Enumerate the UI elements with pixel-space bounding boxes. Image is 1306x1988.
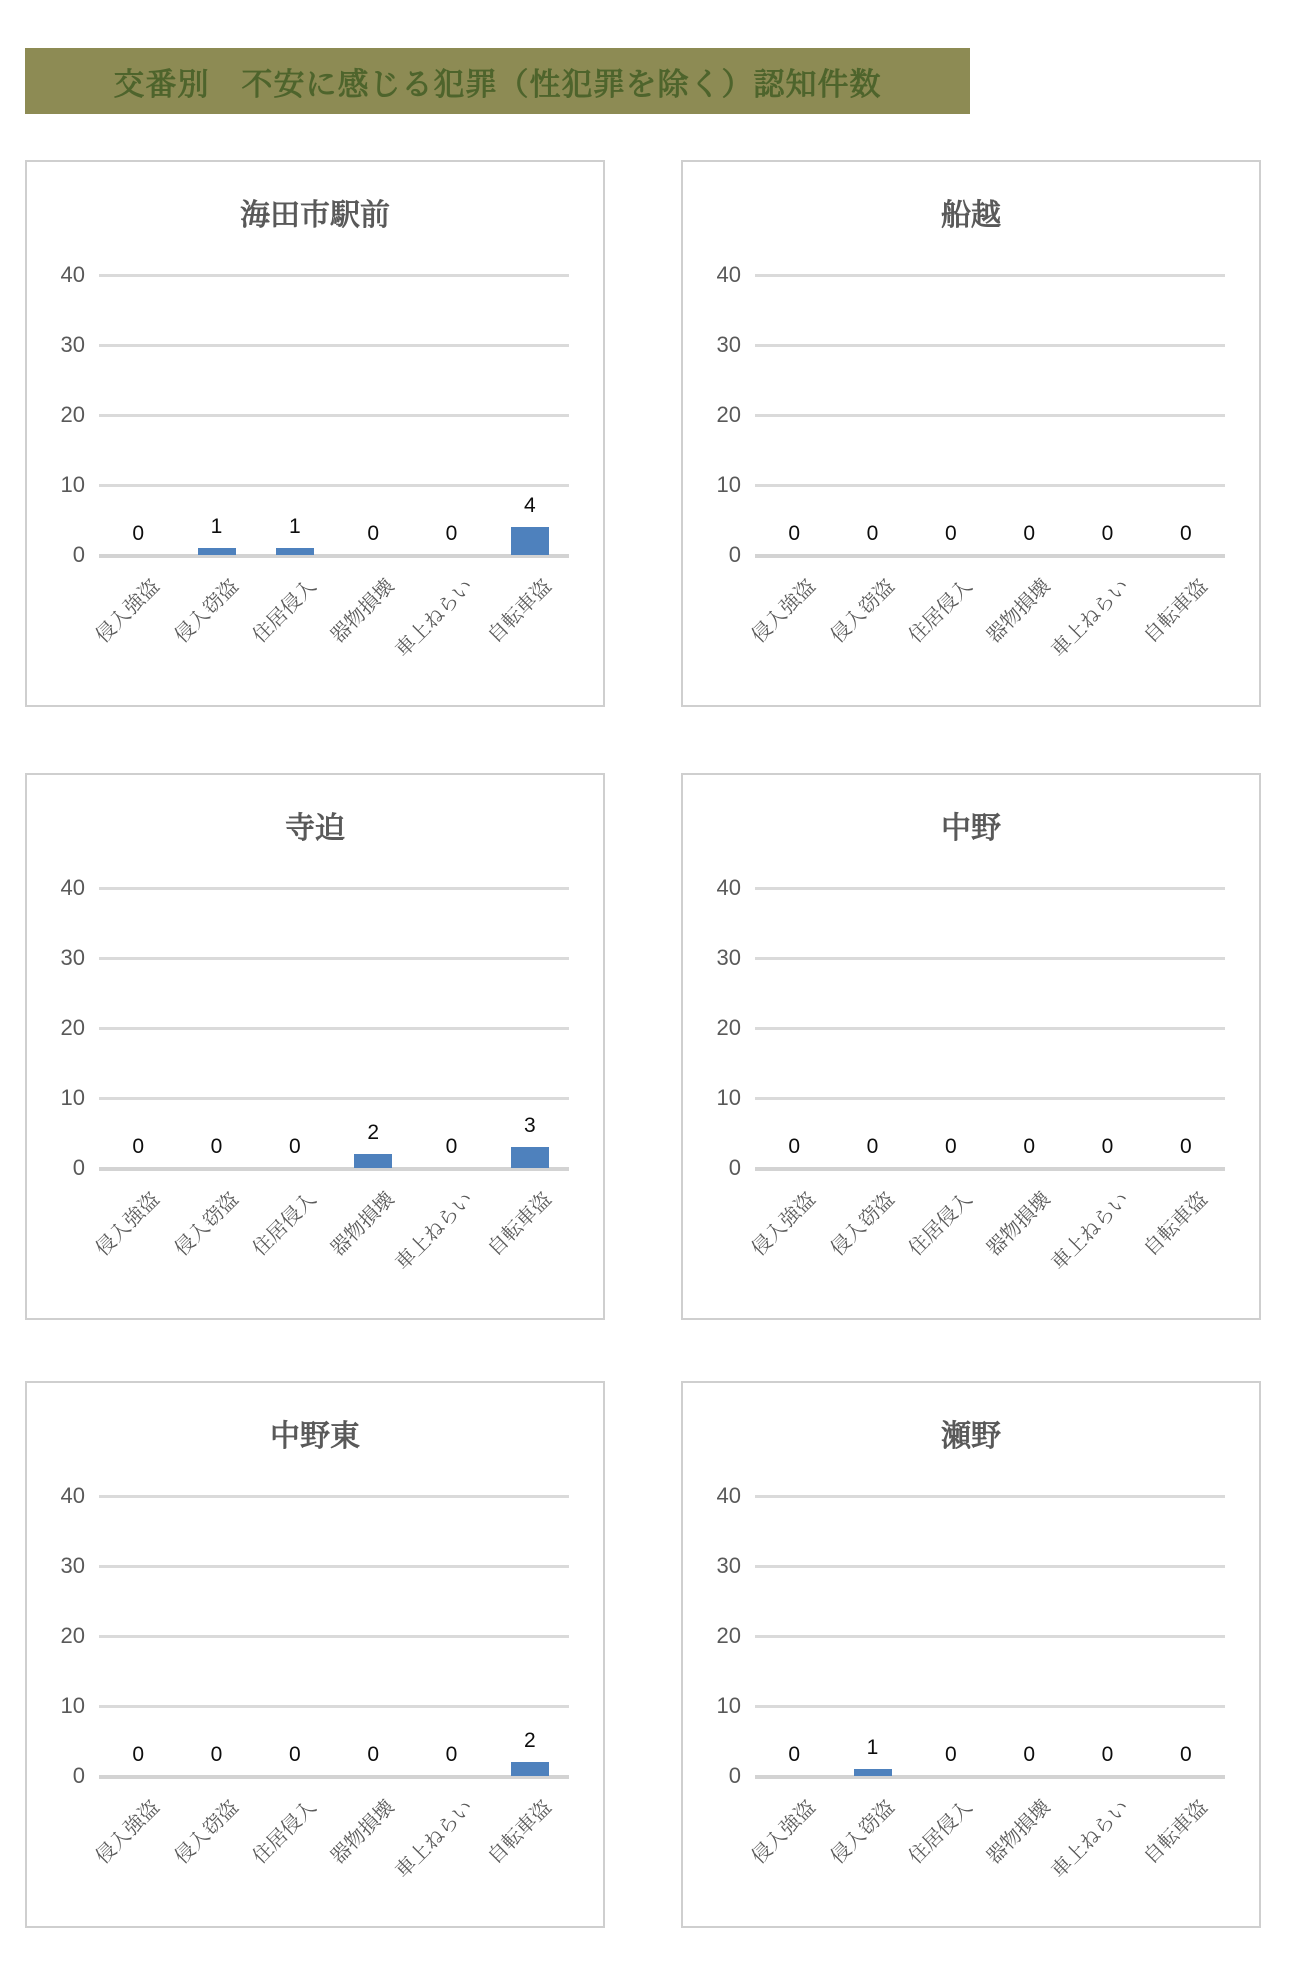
x-axis-category-label: 自転車盗 [483,1188,556,1261]
y-axis-tick-label: 20 [60,402,85,427]
x-axis-category-label: 車上ねらい [1047,1188,1134,1275]
y-axis-tick-label: 20 [716,1623,741,1648]
gridline [99,1705,569,1708]
bar [854,1769,892,1776]
x-axis-line [755,554,1225,558]
y-axis-tick-label: 0 [72,542,85,567]
data-label: 0 [132,1135,144,1158]
gridline [755,484,1225,487]
data-label: 1 [288,515,301,538]
gridline [99,1027,569,1030]
x-axis-category-label: 自転車盗 [1139,1796,1212,1869]
x-axis-category-label: 器物損壊 [982,575,1055,648]
y-axis-tick-label: 40 [60,262,85,287]
y-axis-tick-label: 40 [716,1483,741,1508]
y-axis-tick-label: 40 [60,875,85,900]
x-axis-category-label: 住居侵入 [904,575,977,648]
data-label: 0 [445,1135,458,1158]
x-axis-category-label: 車上ねらい [1047,1796,1134,1883]
x-axis-category-label: 器物損壊 [982,1796,1055,1869]
y-axis-tick-label: 40 [60,1483,85,1508]
data-label: 0 [788,1135,800,1158]
x-axis-category-label: 侵入強盗 [91,1188,164,1261]
gridline [755,1495,1225,1498]
gridline [99,1097,569,1100]
data-label: 0 [788,522,800,545]
x-axis-category-label: 器物損壊 [326,575,399,648]
y-axis-tick-label: 0 [72,1155,85,1180]
gridline [755,1097,1225,1100]
y-axis-tick-label: 40 [716,875,741,900]
data-label: 2 [523,1729,536,1752]
data-label: 0 [132,1743,144,1766]
gridline [99,414,569,417]
chart-title: 中野東 [270,1420,360,1453]
data-label: 2 [367,1121,379,1144]
data-label: 0 [210,1135,223,1158]
y-axis-tick-label: 0 [728,1763,741,1788]
y-axis-tick-label: 20 [60,1015,85,1040]
data-label: 0 [367,522,379,545]
data-label: 0 [288,1743,301,1766]
x-axis-category-label: 自転車盗 [1139,1188,1212,1261]
data-label: 0 [866,522,879,545]
x-axis-line [99,1775,569,1779]
bar [354,1154,392,1168]
bar-chart-nakano [681,773,1261,1320]
data-label: 1 [210,515,223,538]
gridline [755,414,1225,417]
x-axis-category-label: 車上ねらい [391,1796,478,1883]
x-axis-category-label: 住居侵入 [248,1188,321,1261]
data-label: 0 [288,1135,301,1158]
x-axis-category-label: 住居侵入 [904,1796,977,1869]
y-axis-tick-label: 30 [716,945,741,970]
x-axis-category-label: 侵入強盗 [747,1796,820,1869]
gridline [755,957,1225,960]
y-axis-tick-label: 20 [716,402,741,427]
bar [511,1762,549,1776]
x-axis-category-label: 侵入強盗 [91,575,164,648]
gridline [99,344,569,347]
x-axis-category-label: 侵入強盗 [747,1188,820,1261]
data-label: 3 [523,1114,536,1137]
gridline [99,274,569,277]
x-axis-category-label: 侵入窃盗 [170,575,243,648]
y-axis-tick-label: 20 [716,1015,741,1040]
plot-area [683,1383,1259,1926]
gridline [755,887,1225,890]
gridline [755,1027,1225,1030]
x-axis-category-label: 自転車盗 [483,575,556,648]
y-axis-tick-label: 10 [60,1085,85,1110]
data-label: 0 [132,522,144,545]
y-axis-tick-label: 40 [716,262,741,287]
data-label: 0 [1179,1743,1192,1766]
bar-chart-nakano-higashi [25,1381,605,1928]
x-axis-category-label: 車上ねらい [391,1188,478,1275]
bar-chart-funakoshi [681,160,1261,707]
y-axis-tick-label: 0 [728,1155,741,1180]
x-axis-line [755,1775,1225,1779]
y-axis-tick-label: 10 [60,472,85,497]
data-label: 0 [1023,522,1035,545]
chart-title: 中野 [941,812,1001,845]
plot-area [27,162,603,705]
page-title: 交番別 不安に感じる犯罪（性犯罪を除く）認知件数 [113,66,882,102]
x-axis-category-label: 住居侵入 [904,1188,977,1261]
plot-area [683,162,1259,705]
y-axis-tick-label: 0 [72,1763,85,1788]
data-label: 0 [944,522,957,545]
data-label: 0 [1101,1743,1114,1766]
y-axis-tick-label: 10 [716,472,741,497]
chart-title: 瀬野 [941,1420,1001,1453]
x-axis-category-label: 自転車盗 [483,1796,556,1869]
data-label: 0 [1023,1743,1035,1766]
data-label: 0 [1101,522,1114,545]
x-axis-category-label: 車上ねらい [1047,575,1134,662]
gridline [755,1705,1225,1708]
data-label: 0 [367,1743,379,1766]
data-label: 0 [445,522,458,545]
x-axis-line [99,554,569,558]
x-axis-category-label: 車上ねらい [391,575,478,662]
y-axis-tick-label: 30 [716,1553,741,1578]
x-axis-category-label: 侵入窃盗 [170,1796,243,1869]
plot-area [27,1383,603,1926]
gridline [99,957,569,960]
x-axis-category-label: 侵入窃盗 [826,575,899,648]
gridline [99,1635,569,1638]
x-axis-category-label: 器物損壊 [982,1188,1055,1261]
data-label: 0 [1101,1135,1114,1158]
gridline [99,1495,569,1498]
y-axis-tick-label: 10 [60,1693,85,1718]
plot-area [683,775,1259,1318]
data-label: 0 [1179,522,1192,545]
data-label: 0 [210,1743,223,1766]
gridline [755,1565,1225,1568]
x-axis-line [99,1167,569,1171]
data-label: 0 [944,1135,957,1158]
gridline [99,1565,569,1568]
gridline [755,1635,1225,1638]
page-title-banner [25,48,970,114]
x-axis-category-label: 住居侵入 [248,575,321,648]
x-axis-category-label: 侵入強盗 [91,1796,164,1869]
gridline [755,274,1225,277]
y-axis-tick-label: 10 [716,1693,741,1718]
data-label: 0 [866,1135,879,1158]
gridline [99,887,569,890]
plot-area [27,775,603,1318]
x-axis-category-label: 器物損壊 [326,1188,399,1261]
data-label: 0 [1179,1135,1192,1158]
x-axis-category-label: 侵入窃盗 [170,1188,243,1261]
x-axis-category-label: 侵入窃盗 [826,1188,899,1261]
data-label: 0 [944,1743,957,1766]
y-axis-tick-label: 30 [60,945,85,970]
bar [276,548,314,555]
x-axis-category-label: 住居侵入 [248,1796,321,1869]
x-axis-category-label: 侵入強盗 [747,575,820,648]
chart-title: 船越 [941,199,1001,232]
x-axis-category-label: 侵入窃盗 [826,1796,899,1869]
bar-chart-seno [681,1381,1261,1928]
x-axis-category-label: 自転車盗 [1139,575,1212,648]
bar [511,1147,549,1168]
bar [511,527,549,555]
data-label: 0 [788,1743,800,1766]
bar [198,548,236,555]
chart-title: 寺迫 [285,812,345,845]
y-axis-tick-label: 10 [716,1085,741,1110]
x-axis-category-label: 器物損壊 [326,1796,399,1869]
y-axis-tick-label: 30 [60,1553,85,1578]
gridline [99,484,569,487]
y-axis-tick-label: 30 [60,332,85,357]
x-axis-line [755,1167,1225,1171]
y-axis-tick-label: 20 [60,1623,85,1648]
data-label: 0 [445,1743,458,1766]
y-axis-tick-label: 30 [716,332,741,357]
chart-title: 海田市駅前 [240,199,390,232]
data-label: 0 [1023,1135,1035,1158]
gridline [755,344,1225,347]
y-axis-tick-label: 0 [728,542,741,567]
bar-chart-terasako [25,773,605,1320]
data-label: 4 [523,494,536,517]
data-label: 1 [866,1736,879,1759]
bar-chart-kaitashi-ekimae [25,160,605,707]
